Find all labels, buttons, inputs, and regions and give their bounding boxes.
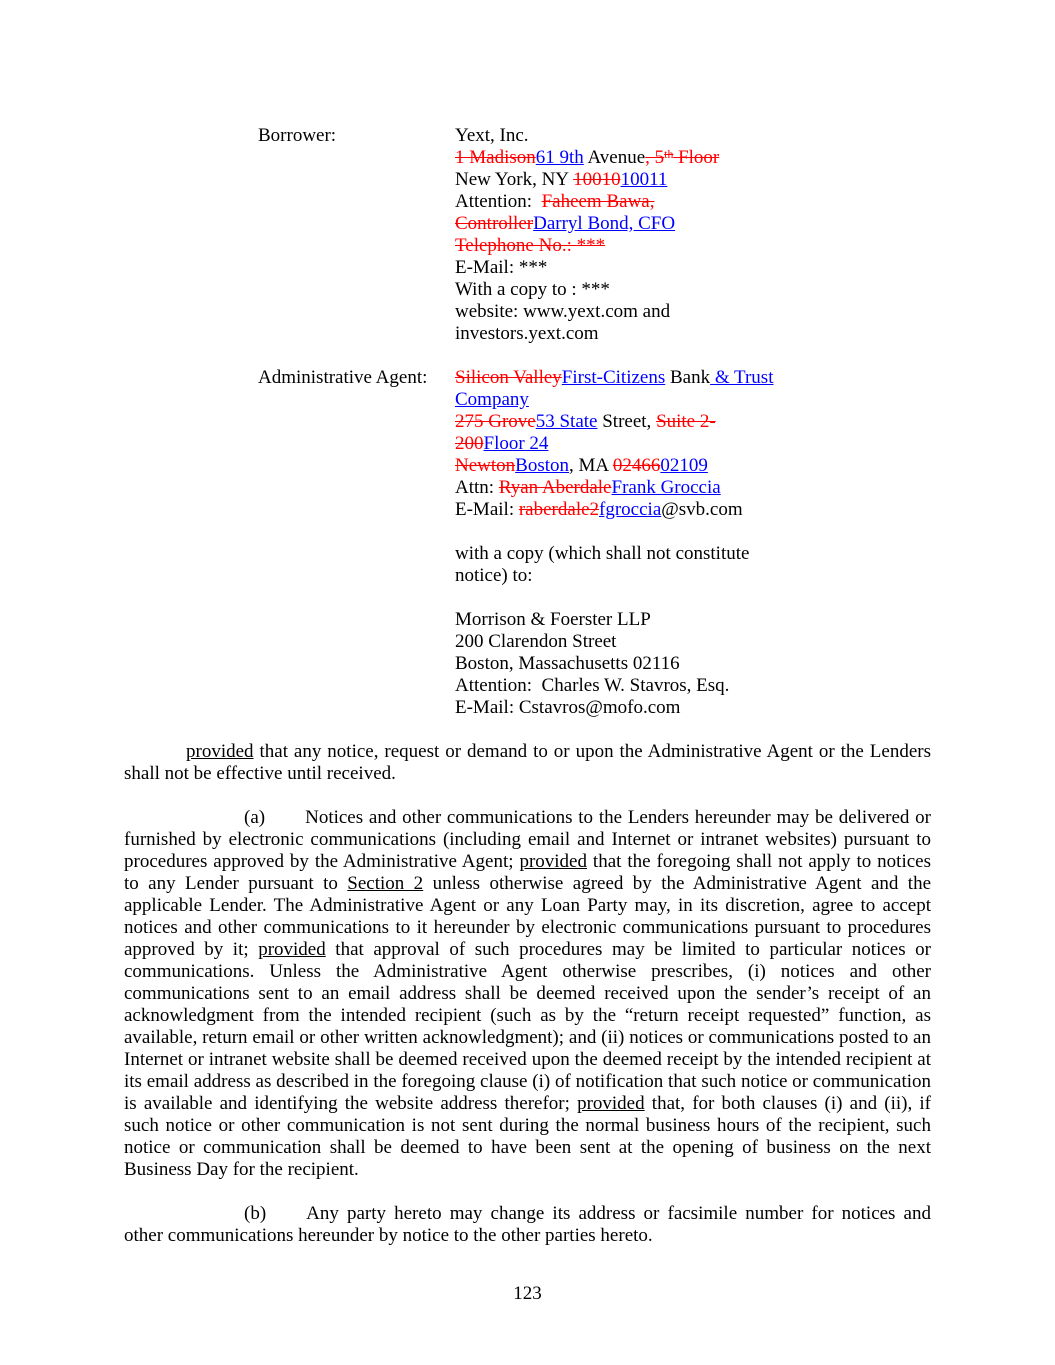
address-line <box>455 169 815 191</box>
text-run: Attention: <box>455 191 542 212</box>
underlined-text: provided <box>186 741 254 762</box>
inserted-text: 61 9th <box>535 147 584 168</box>
borrower-address <box>455 125 815 345</box>
inserted-text: Boston <box>515 455 570 476</box>
deleted-text: Faheem Bawa, <box>541 191 655 212</box>
deleted-text: 275 Grove <box>455 411 536 432</box>
notice-label-admin-agent: Administrative Agent: <box>258 367 428 388</box>
inserted-text: Darryl Bond, CFO <box>533 213 676 234</box>
deleted-text: Floor <box>673 147 720 168</box>
inserted-text: 53 State <box>535 411 598 432</box>
underlined-text: provided <box>577 1093 645 1114</box>
notice-label-empty <box>258 543 455 587</box>
address-line <box>455 455 815 477</box>
inserted-text: Company <box>455 389 529 410</box>
deleted-text: 1 Madison <box>455 147 536 168</box>
text-run: E-Mail: *** <box>455 257 548 278</box>
text-run: Avenue <box>583 147 646 168</box>
inserted-text: First-Citizens <box>561 367 666 388</box>
address-line <box>455 543 815 565</box>
underlined-text: provided <box>519 851 587 872</box>
text-run: , MA <box>569 455 613 476</box>
text-run: Morrison & Foerster LLP <box>455 609 651 630</box>
address-line <box>455 213 815 235</box>
notice-row-law-firm <box>124 609 931 719</box>
inserted-text: 02109 <box>660 455 708 476</box>
admin-agent-address <box>455 367 815 521</box>
address-line <box>455 565 815 587</box>
address-line <box>455 125 815 147</box>
deleted-text: Ryan Aberdale <box>498 477 612 498</box>
address-line <box>455 609 815 631</box>
address-line <box>455 499 815 521</box>
text-run: Attn: <box>455 477 499 498</box>
text-run: New York, NY <box>455 169 574 190</box>
text-run: With a copy to : *** <box>455 279 610 300</box>
page-number: 123 <box>513 1283 542 1304</box>
notice-row-admin-agent <box>124 367 931 521</box>
text-run: Bank <box>665 367 711 388</box>
notice-row-copy-note <box>124 543 931 587</box>
address-line <box>455 367 815 389</box>
law-firm-address <box>455 609 815 719</box>
text-run: website: www.yext.com and <box>455 301 671 322</box>
inserted-text: Floor 24 <box>483 433 549 454</box>
text-run: Any party hereto may change its address or facsimile number for notices and other communications hereunder by notice to the other parties hereto. <box>124 1203 931 1246</box>
text-run: that approval of such procedures may be limited to particular notices or communications. Unless the Administrative Agent otherwise prescribes, (i) notices and other communications sent to an email address shall be deemed received upon the sender’s receipt of an acknowledgment from the intended recipient (such as by the “return receipt requested” function, as available, return email or other written acknowledgment); and (ii) notices or communications posted to an Internet or intranet website shall be deemed received upon the deemed receipt by the intended recipient at its email address as described in the foregoing clause (i) of notification that such notice or communication is available and identifying the website address therefor; <box>124 939 931 1114</box>
address-line <box>455 433 815 455</box>
text-run: notice) to: <box>455 565 533 586</box>
paragraph-a <box>124 807 931 1181</box>
address-line <box>455 147 815 169</box>
address-line <box>455 279 815 301</box>
text-run: Attention: Charles W. Stavros, Esq. <box>455 675 730 696</box>
address-line <box>455 301 815 323</box>
text-run: E-Mail: Cstavros@mofo.com <box>455 697 681 718</box>
notice-section <box>124 125 931 719</box>
copy-note <box>455 543 815 587</box>
page-content <box>124 125 931 1269</box>
text-run: Street, <box>597 411 657 432</box>
address-line <box>455 697 815 719</box>
address-line <box>455 653 815 675</box>
deleted-text: Controller <box>455 213 534 234</box>
text-run: investors.yext.com <box>455 323 599 344</box>
text-run: 200 Clarendon Street <box>455 631 617 652</box>
text-run: that any notice, request or demand to or upon the Administrative Agent or the Lenders shall not be effective until received. <box>124 741 931 784</box>
paragraph-provided <box>124 741 931 785</box>
inserted-text: fgroccia <box>599 499 662 520</box>
address-line <box>455 477 815 499</box>
text-run: Yext, Inc. <box>455 125 529 146</box>
underlined-text: provided <box>258 939 326 960</box>
notice-label-borrower: Borrower: <box>258 125 337 146</box>
text-run: that the foregoing shall not apply to notices to any Lender pursuant to <box>124 851 931 894</box>
paragraph-b <box>124 1203 931 1247</box>
text-run: E-Mail: <box>455 499 519 520</box>
notice-row-borrower <box>124 125 931 345</box>
deleted-text: Silicon Valley <box>455 367 562 388</box>
text-run: unless otherwise agreed by the Administrative Agent and the applicable Lender. The Administrative Agent or any Loan Party may, in its discretion, agree to accept notices and other communications to it hereunder by electronic communications pursuant to procedures approved by it; <box>124 873 931 960</box>
underlined-text: Section 2 <box>347 873 424 894</box>
address-line <box>455 675 815 697</box>
text-run: Boston, Massachusetts 02116 <box>455 653 680 674</box>
deleted-text: Suite 2- <box>656 411 716 432</box>
text-run: (b) <box>244 1203 267 1224</box>
deleted-text: raberdale2 <box>518 499 600 520</box>
deleted-text: 10010 <box>573 169 621 190</box>
deleted-text: 02466 <box>612 455 661 476</box>
address-line <box>455 631 815 653</box>
address-line <box>455 323 815 345</box>
notice-label-empty <box>258 609 455 719</box>
deleted-superscript: th <box>664 147 674 161</box>
text-run: that, for both clauses (i) and (ii), if such notice or other communication is not sent during the normal business hours of the recipient, such notice or communication shall be deemed to have been sent at the opening of business on the next Business Day for the recipient. <box>124 1093 931 1180</box>
address-line <box>455 389 815 411</box>
inserted-text: Frank Groccia <box>611 477 721 498</box>
deleted-text: , 5 <box>645 147 665 168</box>
inserted-text: 10011 <box>620 169 668 190</box>
text-run: with a copy (which shall not constitute <box>455 543 750 564</box>
address-line <box>455 411 815 433</box>
inserted-text: & Trust <box>710 367 774 388</box>
address-line <box>455 257 815 279</box>
deleted-text: Telephone No.: *** <box>455 235 606 256</box>
deleted-text: 200 <box>455 433 484 454</box>
deleted-text: Newton <box>455 455 516 476</box>
address-line <box>455 235 815 257</box>
text-run: Notices and other communications to the Lenders hereunder may be delivered or furnished by electronic communications (including email and Internet or intranet websites) pursuant to procedures approved by the Administrative Agent; <box>124 807 931 872</box>
text-run: (a) <box>244 807 266 828</box>
address-line <box>455 191 815 213</box>
text-run: @svb.com <box>661 499 743 520</box>
